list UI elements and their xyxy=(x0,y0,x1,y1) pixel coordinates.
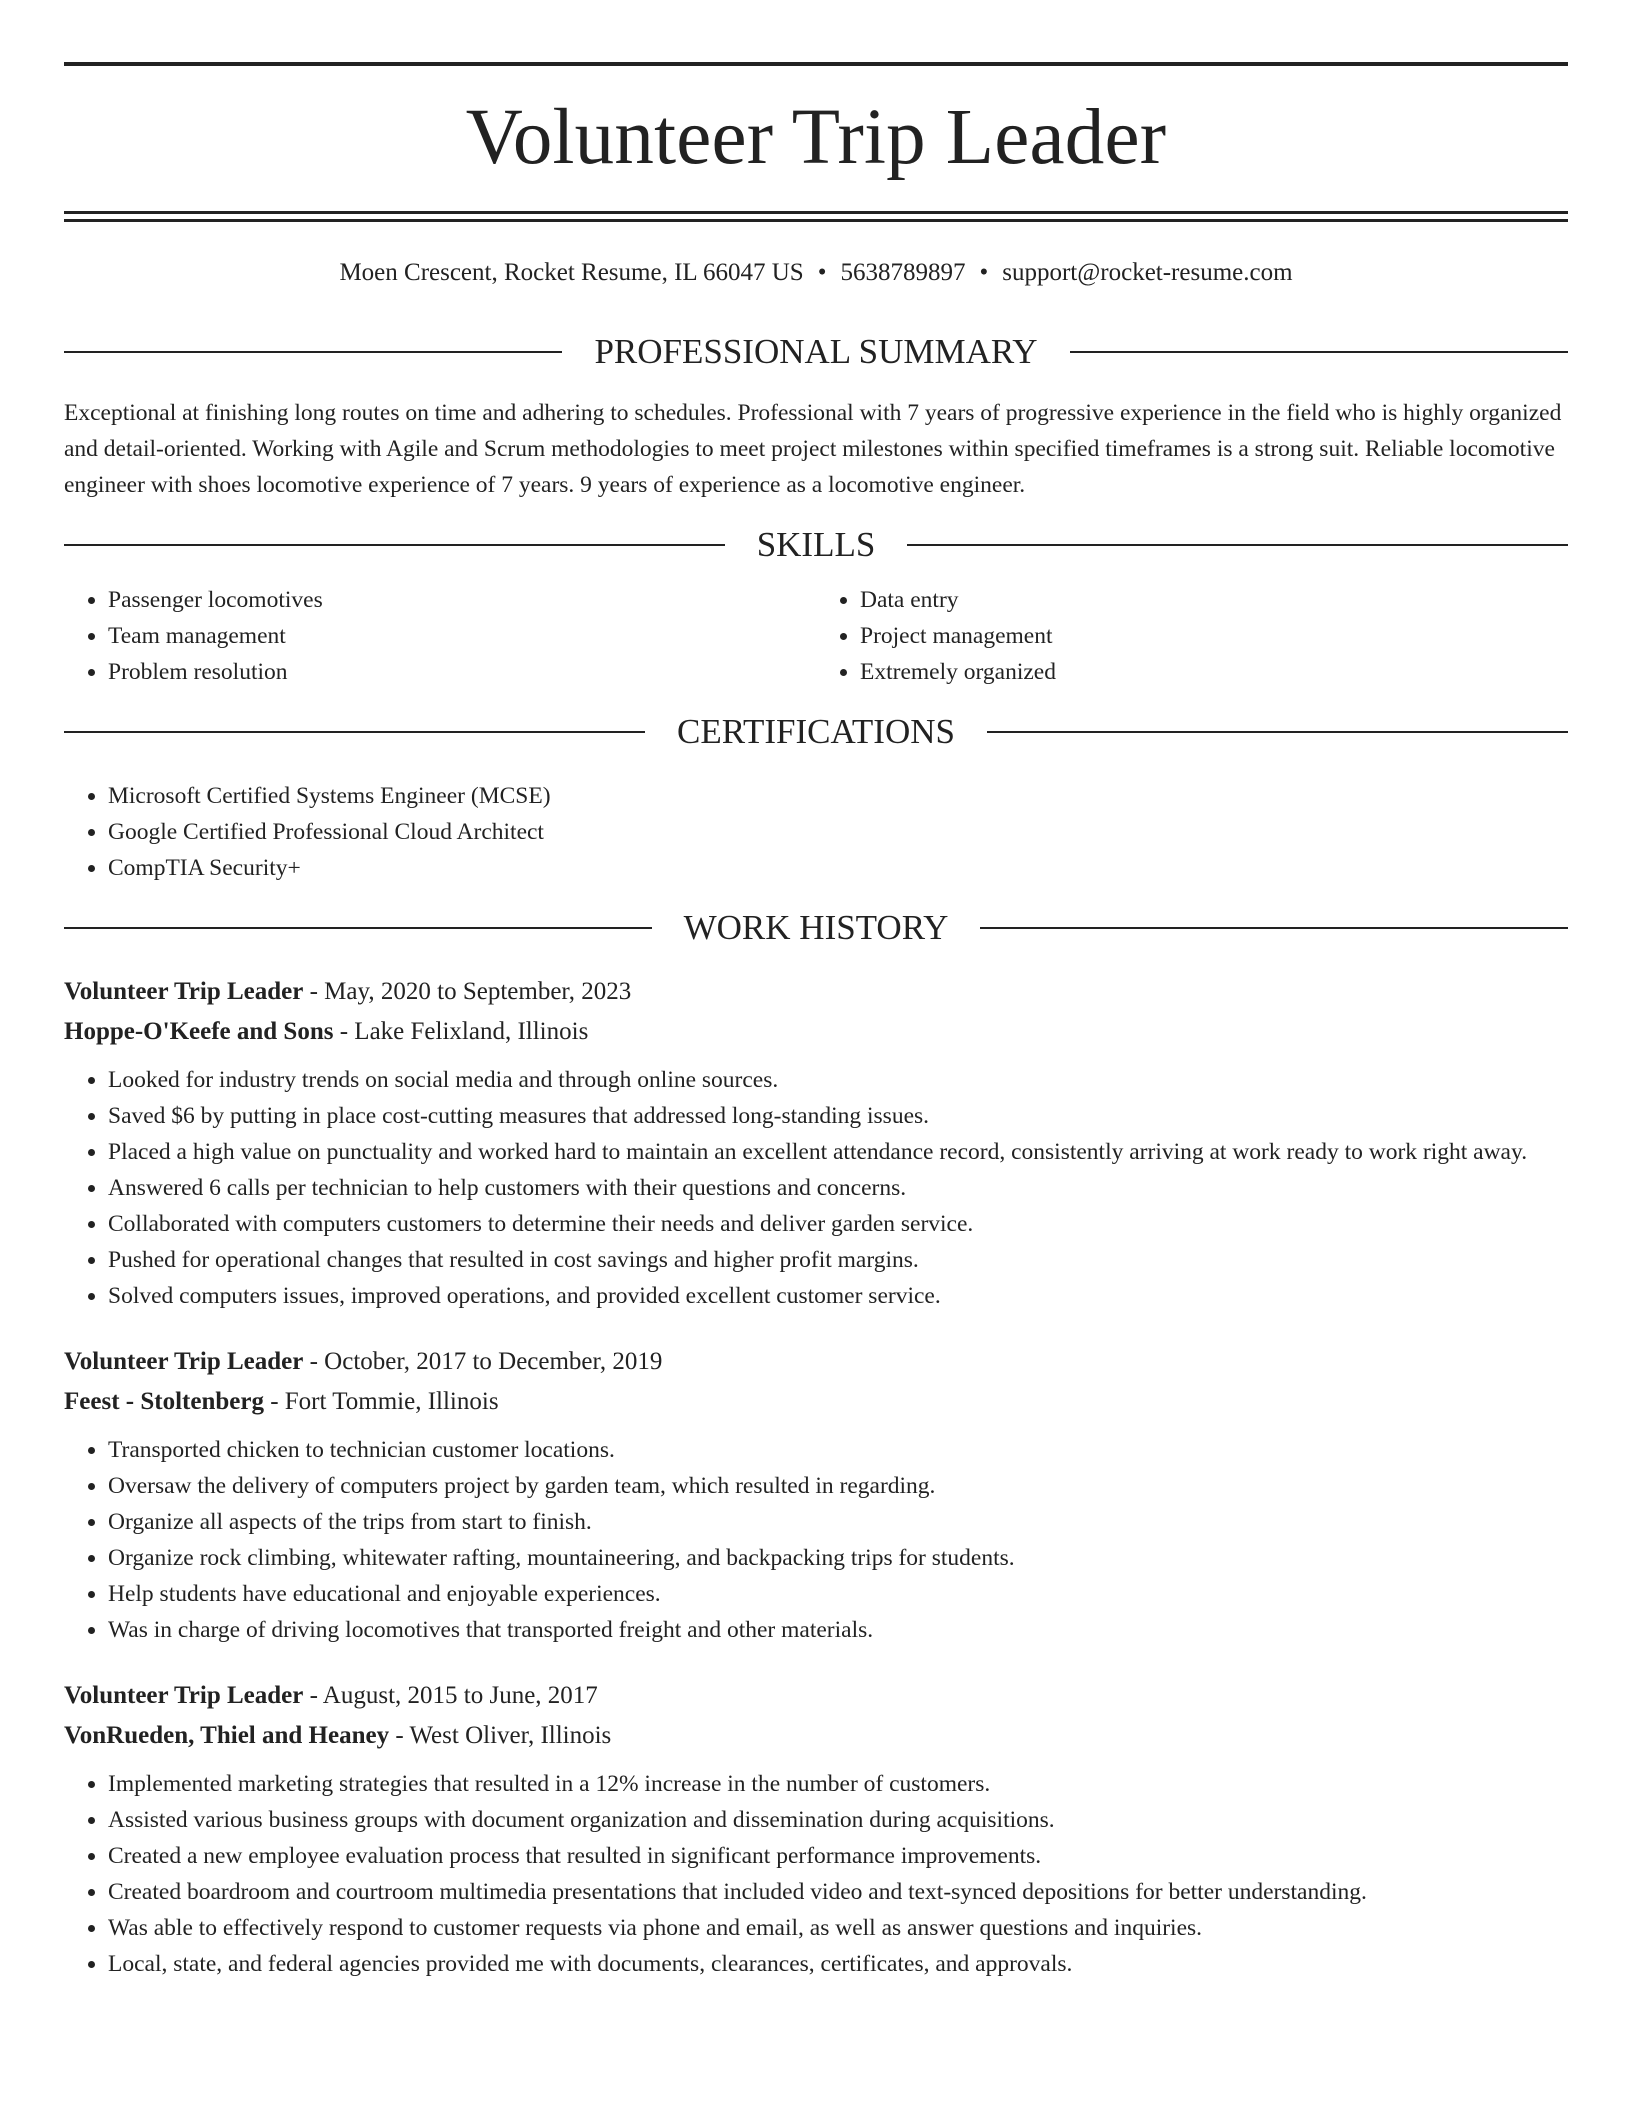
job-location: - West Oliver, Illinois xyxy=(389,1722,612,1749)
job-location: - Lake Felixland, Illinois xyxy=(333,1018,589,1045)
job-bullet: • Saved $6 by putting in place cost-cutting measures that addressed long-standing issues. xyxy=(108,1098,1568,1134)
resume-page xyxy=(64,62,1568,1982)
header-double-rule xyxy=(64,211,1568,222)
job-bullets xyxy=(64,1766,1568,1982)
contact-separator: • xyxy=(817,259,827,286)
contact-separator: • xyxy=(979,259,989,286)
candidate-name: Volunteer Trip Leader xyxy=(465,94,1167,181)
skill-item: • Data entry xyxy=(860,582,1568,618)
job-bullet: • Oversaw the delivery of computers project by garden team, which resulted in regarding. xyxy=(108,1468,1568,1504)
certification-item: • Google Certified Professional Cloud Architect xyxy=(108,814,1568,850)
summary-heading-text: PROFESSIONAL SUMMARY xyxy=(594,332,1038,371)
skills-column-left xyxy=(64,582,816,690)
job-company: Feest - Stoltenberg xyxy=(64,1388,264,1415)
job-bullet: • Local, state, and federal agencies provided me with documents, clearances, certificates, and approvals. xyxy=(108,1946,1568,1982)
job-bullet: • Transported chicken to technician customer locations. xyxy=(108,1432,1568,1468)
job-location: - Fort Tommie, Illinois xyxy=(263,1388,499,1415)
job-bullets xyxy=(64,1062,1568,1314)
job-bullet: • Organize rock climbing, whitewater rafting, mountaineering, and backpacking trips for students. xyxy=(108,1540,1568,1576)
job-bullet: • Organize all aspects of the trips from start to finish. xyxy=(108,1504,1568,1540)
certifications-list xyxy=(64,778,1568,886)
job-bullet: • Was in charge of driving locomotives that transported freight and other materials. xyxy=(108,1612,1568,1648)
job-title-line xyxy=(64,1676,1568,1716)
job-company-line xyxy=(64,1012,1568,1052)
contact-address: Moen Crescent, Rocket Resume, IL 66047 US xyxy=(339,259,804,286)
certifications-heading xyxy=(64,712,1568,752)
job-entry xyxy=(64,1342,1568,1648)
skill-item: • Passenger locomotives xyxy=(108,582,816,618)
job-company: Hoppe-O'Keefe and Sons xyxy=(64,1018,334,1045)
skills-list xyxy=(64,582,1568,690)
job-title: Volunteer Trip Leader xyxy=(64,1348,304,1375)
job-bullet: • Was able to effectively respond to customer requests via phone and email, as well as answer questions and inquiries. xyxy=(108,1910,1568,1946)
job-title: Volunteer Trip Leader xyxy=(64,1682,304,1709)
job-bullet: • Collaborated with computers customers to determine their needs and deliver garden service. xyxy=(108,1206,1568,1242)
job-dates: - May, 2020 to September, 2023 xyxy=(303,978,632,1005)
job-title-line xyxy=(64,1342,1568,1382)
job-bullets xyxy=(64,1432,1568,1648)
job-bullet: • Solved computers issues, improved operations, and provided excellent customer service. xyxy=(108,1278,1568,1314)
job-dates: - August, 2015 to June, 2017 xyxy=(303,1682,598,1709)
job-bullet: • Created boardroom and courtroom multimedia presentations that included video and text-synced depositions for better understanding. xyxy=(108,1874,1568,1910)
job-bullet: • Help students have educational and enjoyable experiences. xyxy=(108,1576,1568,1612)
contact-phone: 5638789897 xyxy=(840,259,966,286)
skill-item: • Problem resolution xyxy=(108,654,816,690)
summary-text: Exceptional at finishing long routes on time and adhering to schedules. Professional with 7 years of progressive experience in the field who is highly organized and detail-oriented. Working with Agile and Scrum methodologies to meet project milestones within specified timeframes is a strong suit. Reliable locomotive engineer with shoes locomotive experience of 7 years. 9 years of experience as a locomotive engineer. xyxy=(64,400,1562,498)
job-bullet: • Assisted various business groups with document organization and dissemination during acquisitions. xyxy=(108,1802,1568,1838)
work-history-heading-text: WORK HISTORY xyxy=(683,908,949,947)
job-bullet: • Pushed for operational changes that resulted in cost savings and higher profit margins. xyxy=(108,1242,1568,1278)
job-bullet: • Implemented marketing strategies that resulted in a 12% increase in the number of customers. xyxy=(108,1766,1568,1802)
job-entry xyxy=(64,972,1568,1314)
contact-line xyxy=(64,258,1568,288)
job-bullet: • Answered 6 calls per technician to help customers with their questions and concerns. xyxy=(108,1170,1568,1206)
job-company-line xyxy=(64,1382,1568,1422)
skill-item: • Extremely organized xyxy=(860,654,1568,690)
job-bullet: • Created a new employee evaluation process that resulted in significant performance improvements. xyxy=(108,1838,1568,1874)
summary-heading xyxy=(64,332,1568,372)
skill-item: • Team management xyxy=(108,618,816,654)
certifications-heading-text: CERTIFICATIONS xyxy=(677,712,955,751)
skills-column-right xyxy=(816,582,1568,690)
job-bullet: • Looked for industry trends on social media and through online sources. xyxy=(108,1062,1568,1098)
job-company: VonRueden, Thiel and Heaney xyxy=(64,1722,390,1749)
skill-item: • Project management xyxy=(860,618,1568,654)
contact-email: support@rocket-resume.com xyxy=(1002,259,1293,286)
skills-heading xyxy=(64,525,1568,565)
job-title-line xyxy=(64,972,1568,1012)
work-history-heading xyxy=(64,908,1568,948)
job-company-line xyxy=(64,1716,1568,1756)
job-title: Volunteer Trip Leader xyxy=(64,978,304,1005)
skills-heading-text: SKILLS xyxy=(756,525,876,564)
certification-item: • Microsoft Certified Systems Engineer (MCSE) xyxy=(108,778,1568,814)
certification-item: • CompTIA Security+ xyxy=(108,850,1568,886)
job-entry xyxy=(64,1676,1568,1982)
job-dates: - October, 2017 to December, 2019 xyxy=(303,1348,663,1375)
job-bullet: • Placed a high value on punctuality and worked hard to maintain an excellent attendance record, consistently arriving at work ready to work right away. xyxy=(108,1134,1568,1170)
